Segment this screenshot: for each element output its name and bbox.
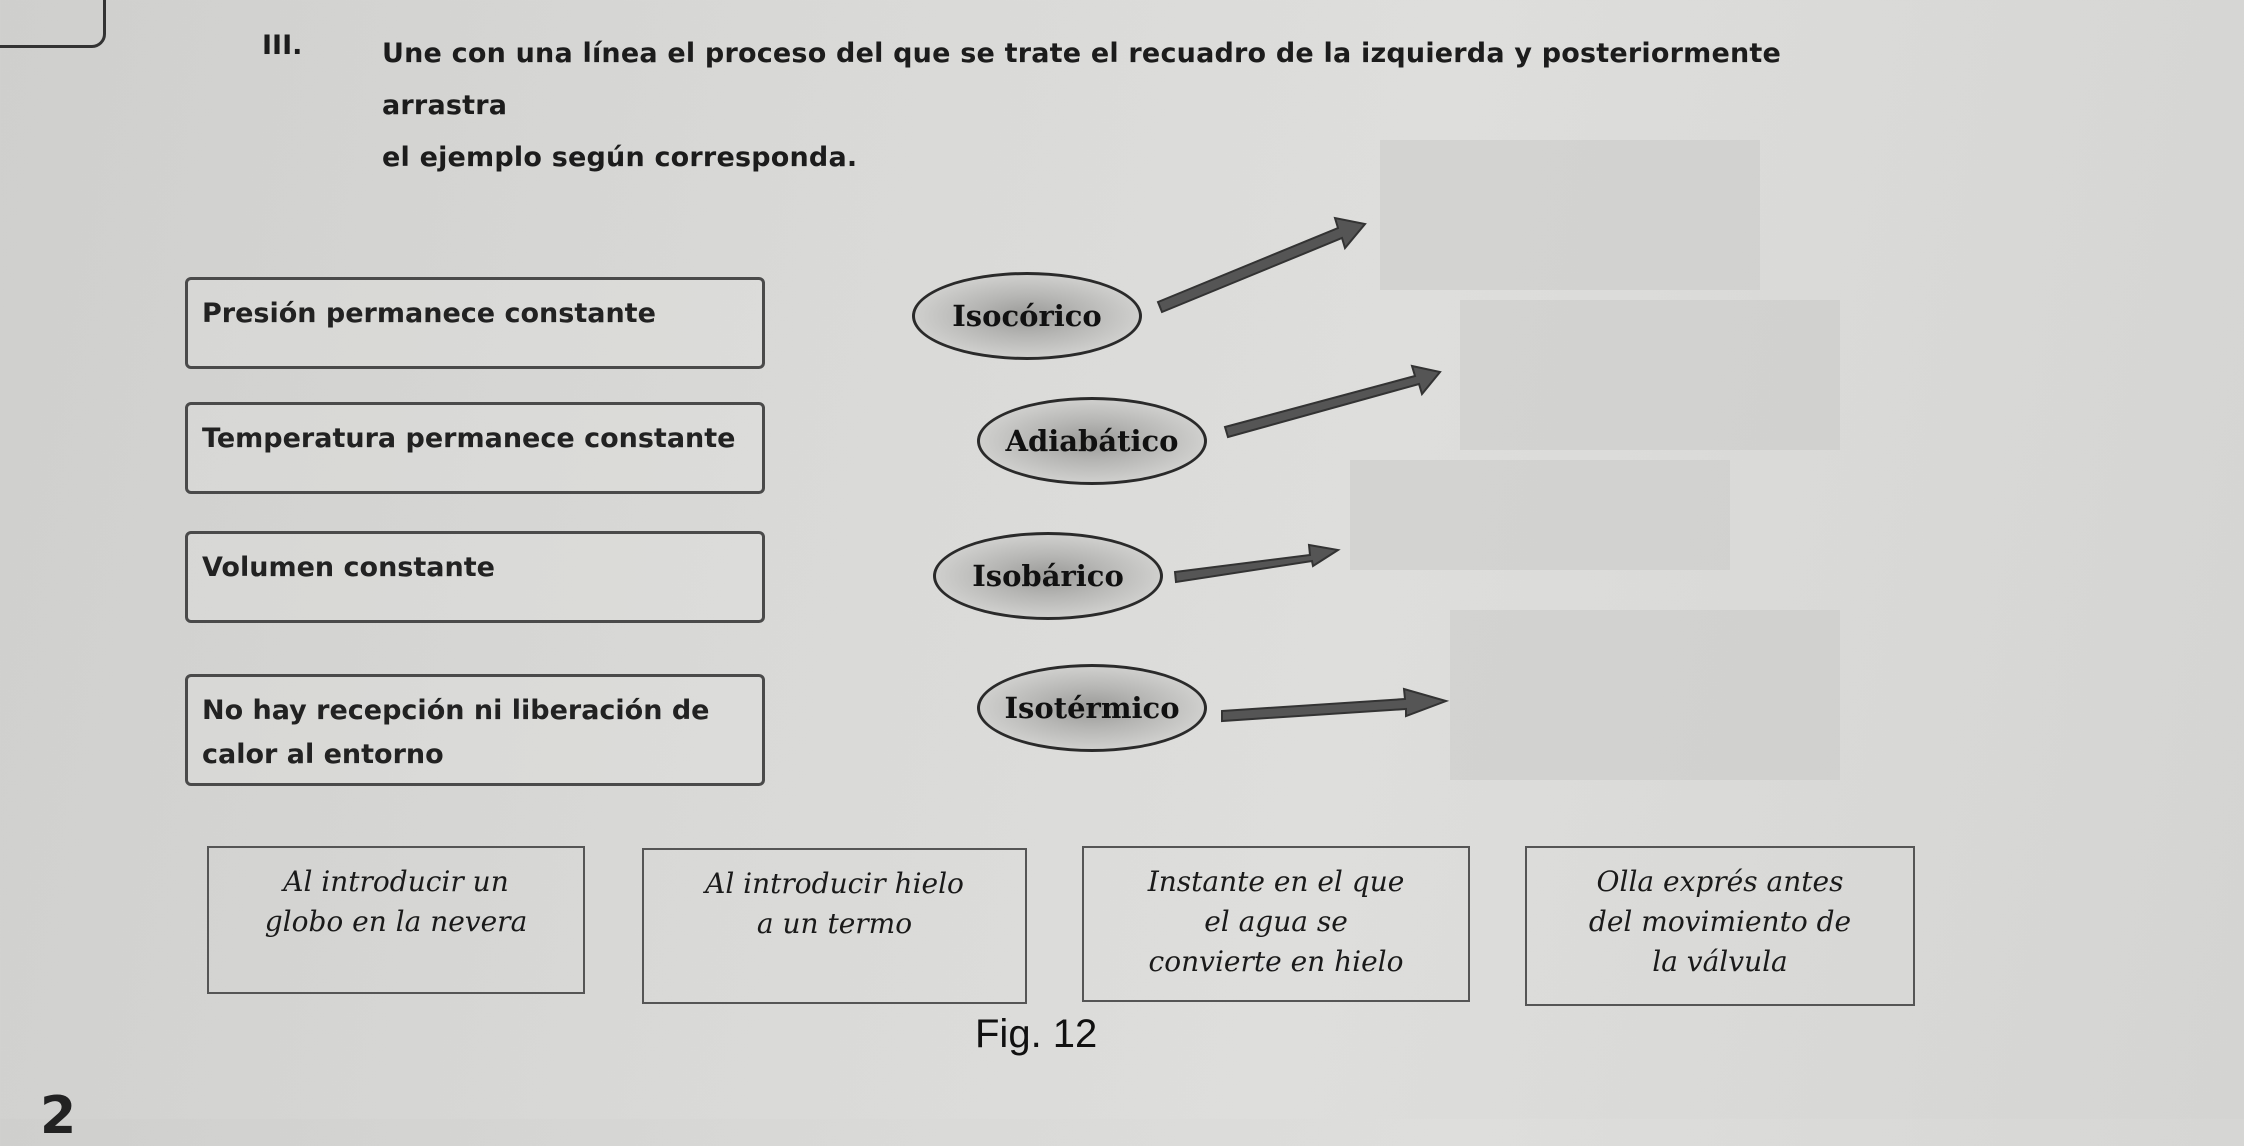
arrow-icon[interactable] xyxy=(1158,218,1365,312)
arrow-icon[interactable] xyxy=(1225,366,1440,437)
definition-text: Temperatura permanece constante xyxy=(202,423,736,454)
example-text: del movimiento de xyxy=(1588,905,1852,938)
example-text: la válvula xyxy=(1652,945,1788,978)
process-oval-isobarico[interactable]: Isobárico xyxy=(933,532,1163,620)
example-text: el agua se xyxy=(1204,905,1348,938)
example-text: Olla exprés antes xyxy=(1596,865,1844,898)
example-card-globo[interactable] xyxy=(207,846,585,994)
example-text: convierte en hielo xyxy=(1148,945,1404,978)
definition-text: No hay recepción ni liberación de xyxy=(202,695,710,726)
example-card-termo[interactable] xyxy=(642,848,1027,1004)
page-footer: 2 xyxy=(40,1086,77,1146)
example-text: Al introducir hielo xyxy=(705,867,964,900)
instruction-line-1: Une con una línea el proceso del que se trate el recuadro de la izquierda y posteriormente arrastra xyxy=(382,38,1782,121)
arrow-icon[interactable] xyxy=(1222,689,1446,721)
definition-text: calor al entorno xyxy=(202,739,444,770)
figure-label: Fig. 12 xyxy=(975,1012,1098,1056)
example-text: a un termo xyxy=(756,907,913,940)
arrow-icon[interactable] xyxy=(1175,545,1338,582)
definition-text: Volumen constante xyxy=(202,552,495,583)
example-text: globo en la nevera xyxy=(264,905,528,938)
process-oval-isotermico[interactable]: Isotérmico xyxy=(977,664,1207,752)
example-text: Al introducir un xyxy=(283,865,509,898)
example-text: Instante en el que xyxy=(1147,865,1405,898)
definition-text: Presión permanece constante xyxy=(202,298,656,329)
instruction-number: III. xyxy=(262,30,303,61)
process-oval-adiabatico[interactable]: Adiabático xyxy=(977,397,1207,485)
example-card-olla[interactable] xyxy=(1525,846,1915,1006)
example-card-agua-hielo[interactable] xyxy=(1082,846,1470,1002)
instruction-line-2: el ejemplo según corresponda. xyxy=(382,142,858,173)
process-oval-isocorico[interactable]: Isocórico xyxy=(912,272,1142,360)
